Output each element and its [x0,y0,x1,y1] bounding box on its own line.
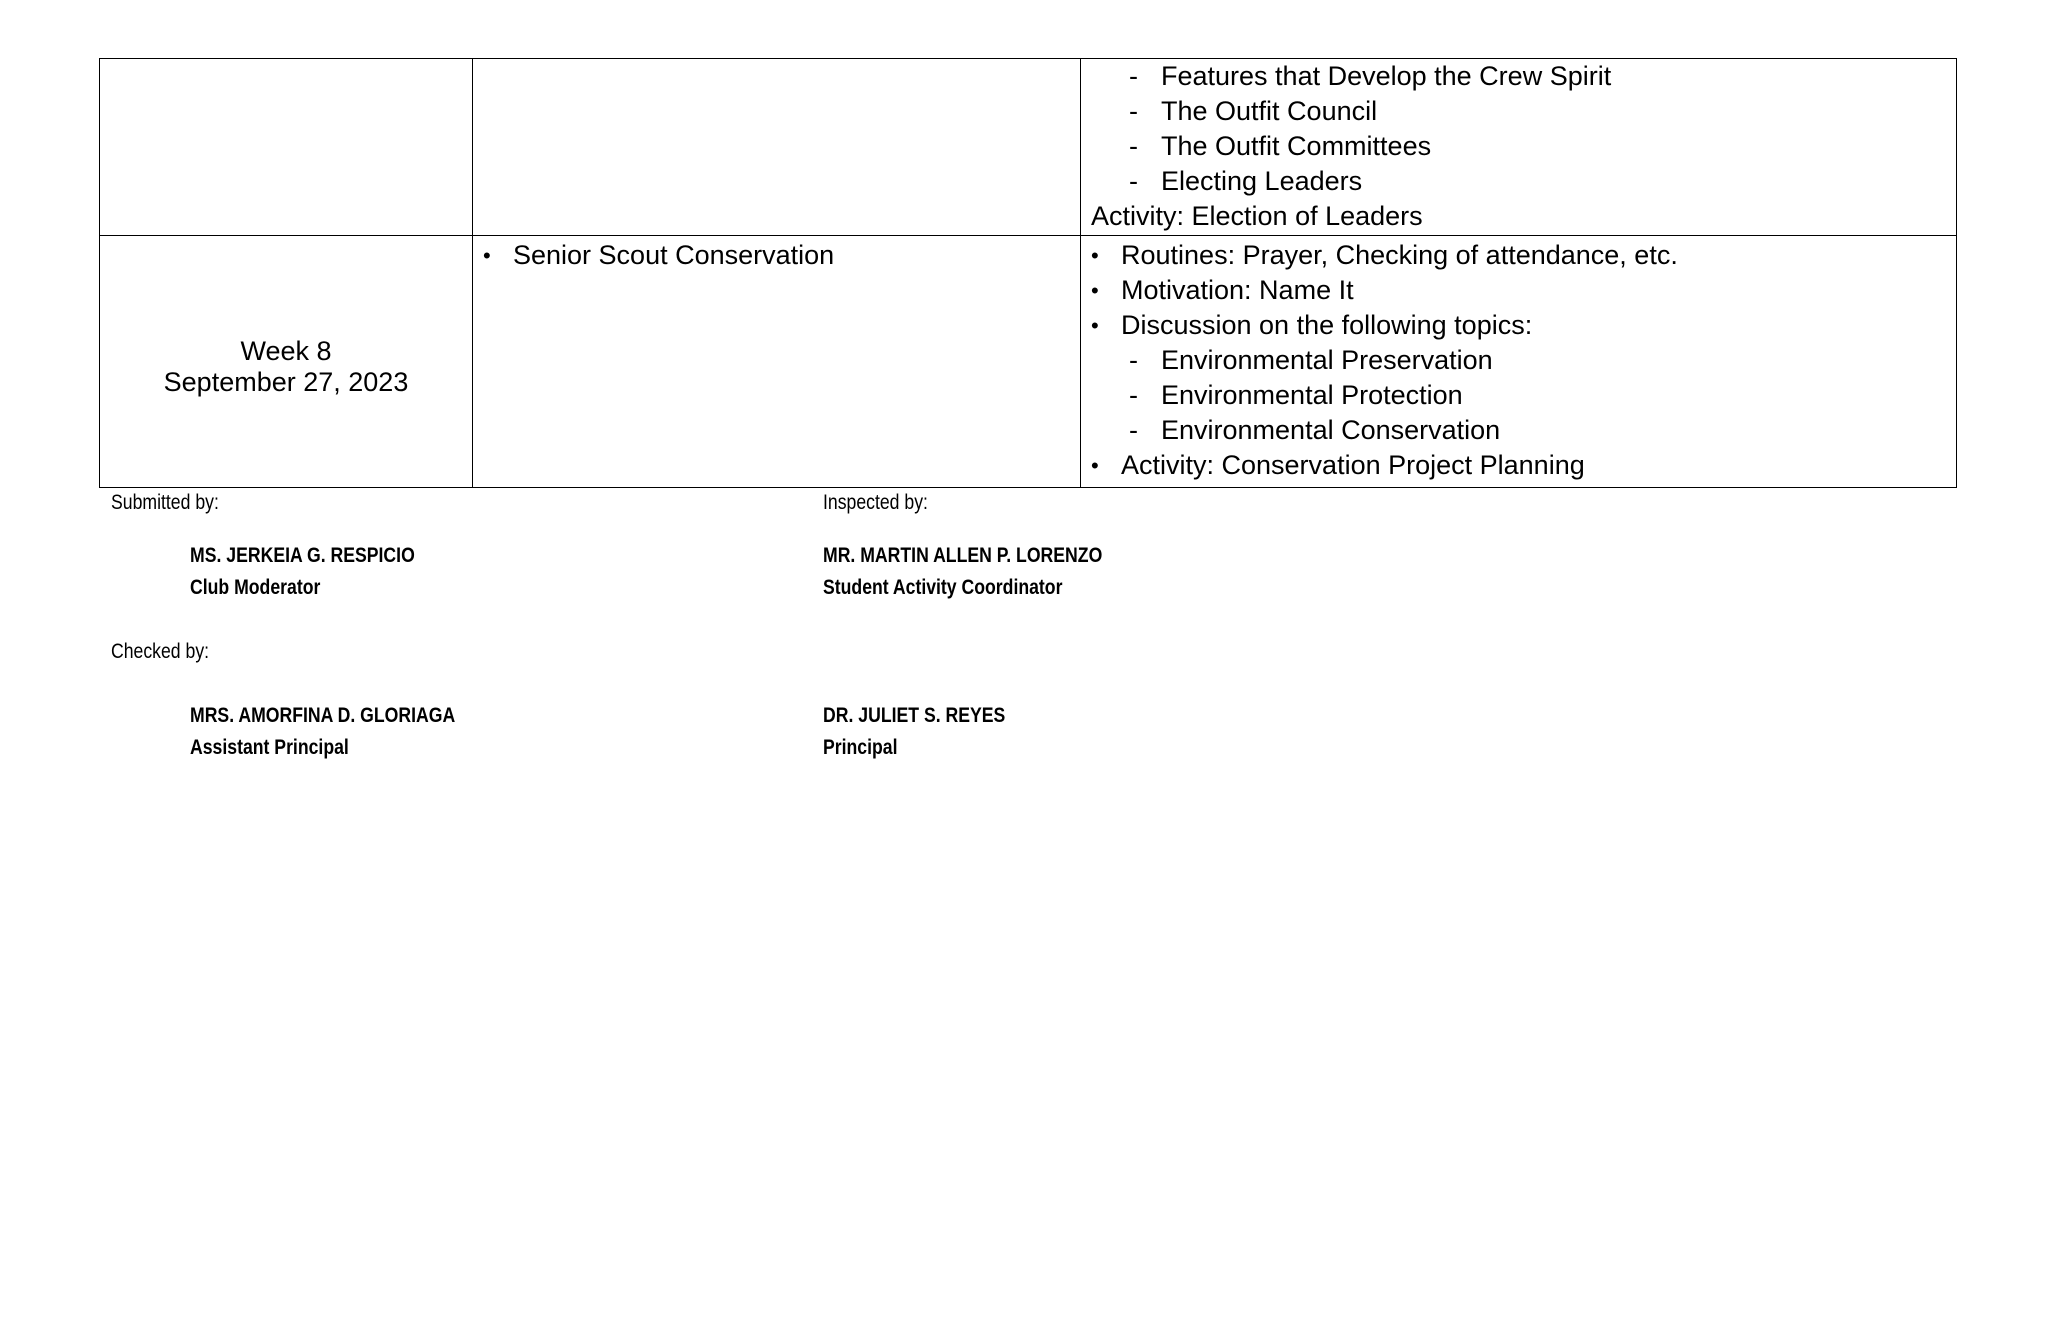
dash-marker: - [1129,415,1138,445]
inspected-by-name: MR. MARTIN ALLEN P. LORENZO [823,544,1103,567]
dash-marker: - [1129,345,1138,375]
list-item [1081,273,1956,308]
list-item [473,238,1080,273]
list-item [1081,378,1956,413]
checked-by-label: Checked by: [111,640,210,663]
lesson-plan-table [99,58,1957,488]
list-item [1081,164,1956,199]
dash-marker: - [1129,61,1138,91]
table-row [100,59,1957,236]
submitted-by-name: MS. JERKEIA G. RESPICIO [190,544,415,567]
topic-text: The Outfit Committees [1161,131,1432,161]
subtopic-text: Environmental Protection [1161,380,1463,410]
topic-cell [473,59,1081,236]
motivation-text: Motivation: Name It [1121,275,1354,305]
inspected-by-title: Student Activity Coordinator [823,576,1063,599]
activity-text: Activity: Election of Leaders [1091,201,1423,231]
week-date: September 27, 2023 [163,366,409,397]
topic-text: Electing Leaders [1161,166,1363,196]
list-item [1081,343,1956,378]
submitted-by-label: Submitted by: [111,491,219,514]
subtopic-text: Environmental Preservation [1161,345,1493,375]
discussion-text: Discussion on the following topics: [1121,310,1533,340]
week-cell [100,236,473,488]
dash-marker: - [1129,380,1138,410]
routines-text: Routines: Prayer, Checking of attendance, etc. [1121,240,1678,270]
list-item [1081,448,1956,483]
dash-marker: - [1129,166,1138,196]
checked-by-name: MRS. AMORFINA D. GLORIAGA [190,704,456,727]
bullet-marker: • [483,243,491,268]
list-item [1081,308,1956,343]
activities-cell [1081,59,1957,236]
bullet-marker: • [1091,243,1099,268]
dash-marker: - [1129,131,1138,161]
topic-text: Features that Develop the Crew Spirit [1161,61,1612,91]
table-row [100,236,1957,488]
list-item [1081,238,1956,273]
bullet-marker: • [1091,278,1099,303]
subtopic-text: Environmental Conservation [1161,415,1501,445]
list-item [1081,413,1956,448]
bullet-marker: • [1091,313,1099,338]
submitted-by-title: Club Moderator [190,576,321,599]
bullet-marker: • [1091,453,1099,478]
inspected-by-label: Inspected by: [823,491,928,514]
activity-text: Activity: Conservation Project Planning [1121,450,1585,480]
topic-cell [473,236,1081,488]
list-item [1081,94,1956,129]
list-item [1081,59,1956,94]
week-cell [100,59,473,236]
principal-title: Principal [823,736,898,759]
checked-by-title: Assistant Principal [190,736,349,759]
week-label: Week 8 [240,335,332,366]
list-item [1081,129,1956,164]
activities-cell [1081,236,1957,488]
topic-text: Senior Scout Conservation [513,240,835,270]
topic-text: The Outfit Council [1161,96,1378,126]
principal-name: DR. JULIET S. REYES [823,704,1006,727]
dash-marker: - [1129,96,1138,126]
